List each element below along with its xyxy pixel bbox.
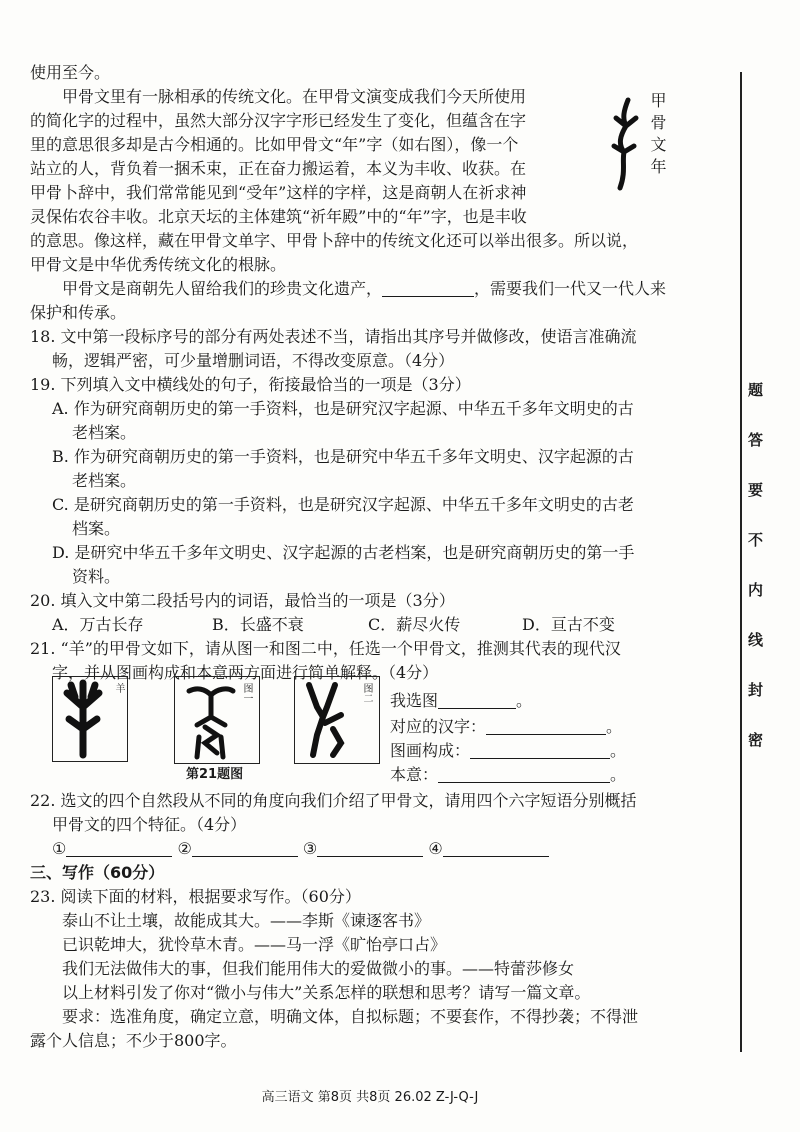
section-heading: 三、写作（60分） [30, 863, 165, 882]
answer-blank[interactable] [66, 840, 172, 857]
figure-2-glyph [294, 676, 380, 764]
figure-caption: 第21题图 [186, 767, 244, 782]
seal-margin-line [740, 72, 742, 1052]
seal-char: 密 [746, 732, 764, 747]
seal-char: 题 [746, 382, 764, 397]
q19-option-d: D. 是研究中华五千多年文明史、汉字起源的古老档案，也是研究商朝历史的第一手 [52, 543, 635, 562]
answer-blank[interactable] [443, 840, 549, 857]
q22-stem: 22. 选文的四个自然段从不同的角度向我们介绍了甲骨文，请用四个六字短语分别概括 [30, 791, 637, 810]
passage-line: 保护和传承。 [30, 303, 127, 322]
q20-option-b: B．长盛不衰 [212, 615, 304, 634]
q20-option-c: C．薪尽火传 [368, 615, 461, 634]
answer-blank[interactable] [470, 742, 610, 759]
q20-option-a: A．万古长存 [52, 615, 144, 634]
passage-line: 甲骨文是中华优秀传统文化的根脉。 [30, 255, 287, 274]
seal-char: 内 [746, 582, 764, 597]
passage-line: 使用至今。 [30, 63, 111, 82]
answer-blank[interactable] [438, 692, 516, 709]
glyph-tag: 图一 [241, 683, 252, 703]
q21-answer-line: 本意： 。 [390, 765, 627, 784]
quote: 泰山不让土壤，故能成其大。——李斯《谏逐客书》 [62, 911, 431, 930]
q19-option-c-cont: 档案。 [72, 519, 121, 538]
q21-answer-line: 对应的汉字： 。 [390, 717, 623, 736]
q22-answer-row: ① ② ③ ④ [52, 838, 549, 860]
writing-requirement-cont: 露个人信息；不少于800字。 [30, 1031, 237, 1050]
q20-option-d: D．亘古不变 [522, 615, 615, 634]
q23-stem: 23. 阅读下面的材料，根据要求写作。（60分） [30, 887, 361, 906]
q18-line: 18. 文中第一段标序号的部分有两处表述不当，请指出其序号并做修改，使语言准确流 [30, 327, 637, 346]
q19-option-d-cont: 资料。 [72, 567, 121, 586]
seal-char: 答 [746, 432, 764, 447]
passage-line: 的意思。像这样，藏在甲骨文单字、甲骨卜辞中的传统文化还可以举出很多。所以说， [30, 231, 639, 250]
answer-blank[interactable] [192, 840, 298, 857]
passage-line: 甲骨文是商朝先人留给我们的珍贵文化遗产， ，需要我们一代又一代人来 [62, 279, 667, 298]
q21-stem-cont: 字，并从图画构成和本意两方面进行简单解释。（4分） [52, 663, 439, 682]
seal-char: 线 [746, 632, 764, 647]
q21-stem: 21. “羊”的甲骨文如下，请从图一和图二中，任选一个甲骨文，推测其代表的现代汉 [30, 639, 621, 658]
answer-blank[interactable] [382, 280, 474, 297]
passage-line: 灵保佑农谷丰收。北京天坛的主体建筑“祈年殿”中的“年”字，也是丰收 [30, 207, 527, 226]
glyph-tag: 羊 [113, 683, 124, 693]
q22-stem-cont: 甲骨文的四个特征。（4分） [52, 815, 247, 834]
quote: 我们无法做伟大的事，但我们能用伟大的爱做微小的事。——特蕾莎修女 [62, 959, 575, 978]
answer-blank[interactable] [317, 840, 423, 857]
q21-answer-line: 图画构成： 。 [390, 741, 627, 760]
q19-option-c: C. 是研究商朝历史的第一手资料，也是研究汉字起源、中华五千多年文明史的古老 [52, 495, 634, 514]
q19-option-b: B. 作为研究商朝历史的第一手资料，也是研究中华五千多年文明史、汉字起源的古 [52, 447, 634, 466]
figure-label: 甲骨文年 [648, 92, 667, 180]
yang-main-glyph [52, 676, 128, 762]
q19-option-a-cont: 老档案。 [72, 423, 137, 442]
page-footer: 高三语文 第8页 共8页 26.02 Z-J-Q-J [261, 1090, 479, 1105]
answer-blank[interactable] [438, 766, 610, 783]
figure-1-glyph [174, 676, 260, 764]
oracle-nian-figure [604, 96, 648, 194]
q19-option-b-cont: 老档案。 [72, 471, 137, 490]
q18-line: 畅，逻辑严密，可少量增删词语，不得改变原意。（4分） [52, 351, 455, 370]
writing-requirement: 要求：选准角度，确定立意，明确文体，自拟标题；不要套作，不得抄袭；不得泄 [62, 1007, 639, 1026]
oracle-glyph-icon [604, 96, 648, 194]
seal-char: 要 [746, 482, 764, 497]
seal-char: 不 [746, 532, 764, 547]
quote: 已识乾坤大，犹怜草木青。——马一浮《旷怡亭口占》 [62, 935, 447, 954]
q19-stem: 19. 下列填入文中横线处的句子，衔接最恰当的一项是（3分） [30, 375, 471, 394]
seal-char: 封 [746, 682, 764, 697]
q21-answer-line: 我选图 。 [390, 691, 533, 710]
glyph-tag: 图二 [361, 683, 372, 703]
passage-line: 里的意思很多却是古今相通的。比如甲骨文“年”字（如右图），像一个 [30, 135, 519, 154]
passage-line: 站立的人，背负着一捆禾束，正在奋力搬运着，本义为丰收、收获。在 [30, 159, 527, 178]
passage-line: 甲骨文里有一脉相承的传统文化。在甲骨文演变成我们今天所使用 [62, 87, 527, 106]
q19-option-a: A. 作为研究商朝历史的第一手资料，也是研究汉字起源、中华五千多年文明史的古 [52, 399, 634, 418]
passage-line: 的简化字的过程中，虽然大部分汉字字形已经发生了变化，但蕴含在字 [30, 111, 527, 130]
answer-blank[interactable] [486, 718, 606, 735]
q20-stem: 20. 填入文中第二段括号内的词语，最恰当的一项是（3分） [30, 591, 455, 610]
writing-prompt: 以上材料引发了你对“微小与伟大”关系怎样的联想和思考？请写一篇文章。 [62, 983, 591, 1002]
passage-line: 甲骨卜辞中，我们常常能见到“受年”这样的字样，这是商朝人在祈求神 [30, 183, 527, 202]
